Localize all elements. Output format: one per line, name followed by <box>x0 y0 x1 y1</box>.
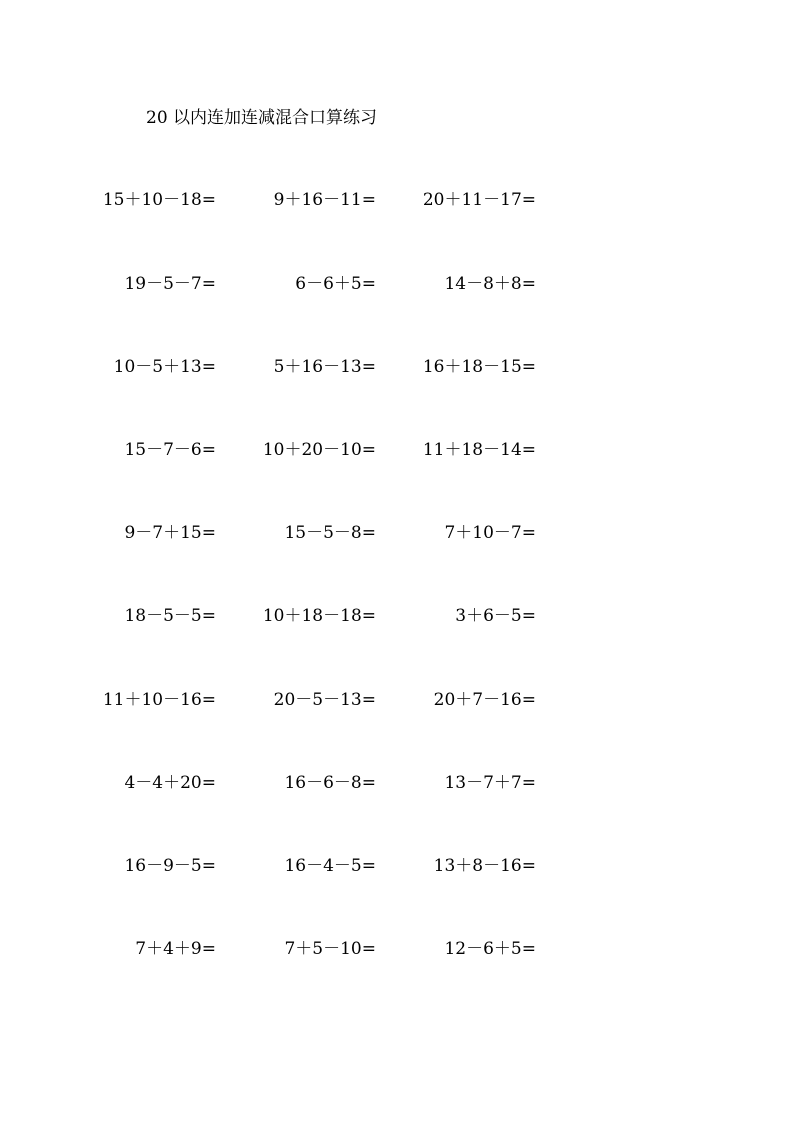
problem-r5-c0: 18－5－5= <box>124 606 216 626</box>
problem-r0-c0: 15＋10－18= <box>102 190 216 210</box>
problem-r4-c1: 15－5－8= <box>284 523 376 543</box>
problem-r8-c1: 16－4－5= <box>284 856 376 876</box>
problem-r1-c1: 6－6＋5= <box>295 274 376 294</box>
problem-r4-c0: 9－7＋15= <box>124 523 216 543</box>
problem-r7-c0: 4－4＋20= <box>124 773 216 793</box>
problem-r2-c0: 10－5＋13= <box>113 357 216 377</box>
problem-r5-c2: 3＋6－5= <box>455 606 536 626</box>
problem-r9-c1: 7＋5－10= <box>284 939 376 959</box>
problem-r5-c1: 10＋18－18= <box>262 606 376 626</box>
problem-r7-c1: 16－6－8= <box>284 773 376 793</box>
problem-r9-c0: 7＋4＋9= <box>135 939 216 959</box>
problem-r8-c0: 16－9－5= <box>124 856 216 876</box>
problem-r4-c2: 7＋10－7= <box>444 523 536 543</box>
problem-r6-c0: 11＋10－16= <box>102 690 216 710</box>
page-title: 20 以内连加连减混合口算练习 <box>146 108 378 128</box>
problem-r0-c2: 20＋11－17= <box>422 190 536 210</box>
problem-r3-c2: 11＋18－14= <box>422 440 536 460</box>
problem-r7-c2: 13－7＋7= <box>444 773 536 793</box>
problem-r6-c2: 20＋7－16= <box>433 690 536 710</box>
problem-r6-c1: 20－5－13= <box>273 690 376 710</box>
problem-r3-c0: 15－7－6= <box>124 440 216 460</box>
problem-r8-c2: 13＋8－16= <box>433 856 536 876</box>
problem-r3-c1: 10＋20－10= <box>262 440 376 460</box>
problem-r2-c2: 16＋18－15= <box>422 357 536 377</box>
problem-r2-c1: 5＋16－13= <box>273 357 376 377</box>
problem-r0-c1: 9＋16－11= <box>273 190 376 210</box>
problem-r9-c2: 12－6＋5= <box>444 939 536 959</box>
problem-r1-c0: 19－5－7= <box>124 274 216 294</box>
problem-r1-c2: 14－8＋8= <box>444 274 536 294</box>
